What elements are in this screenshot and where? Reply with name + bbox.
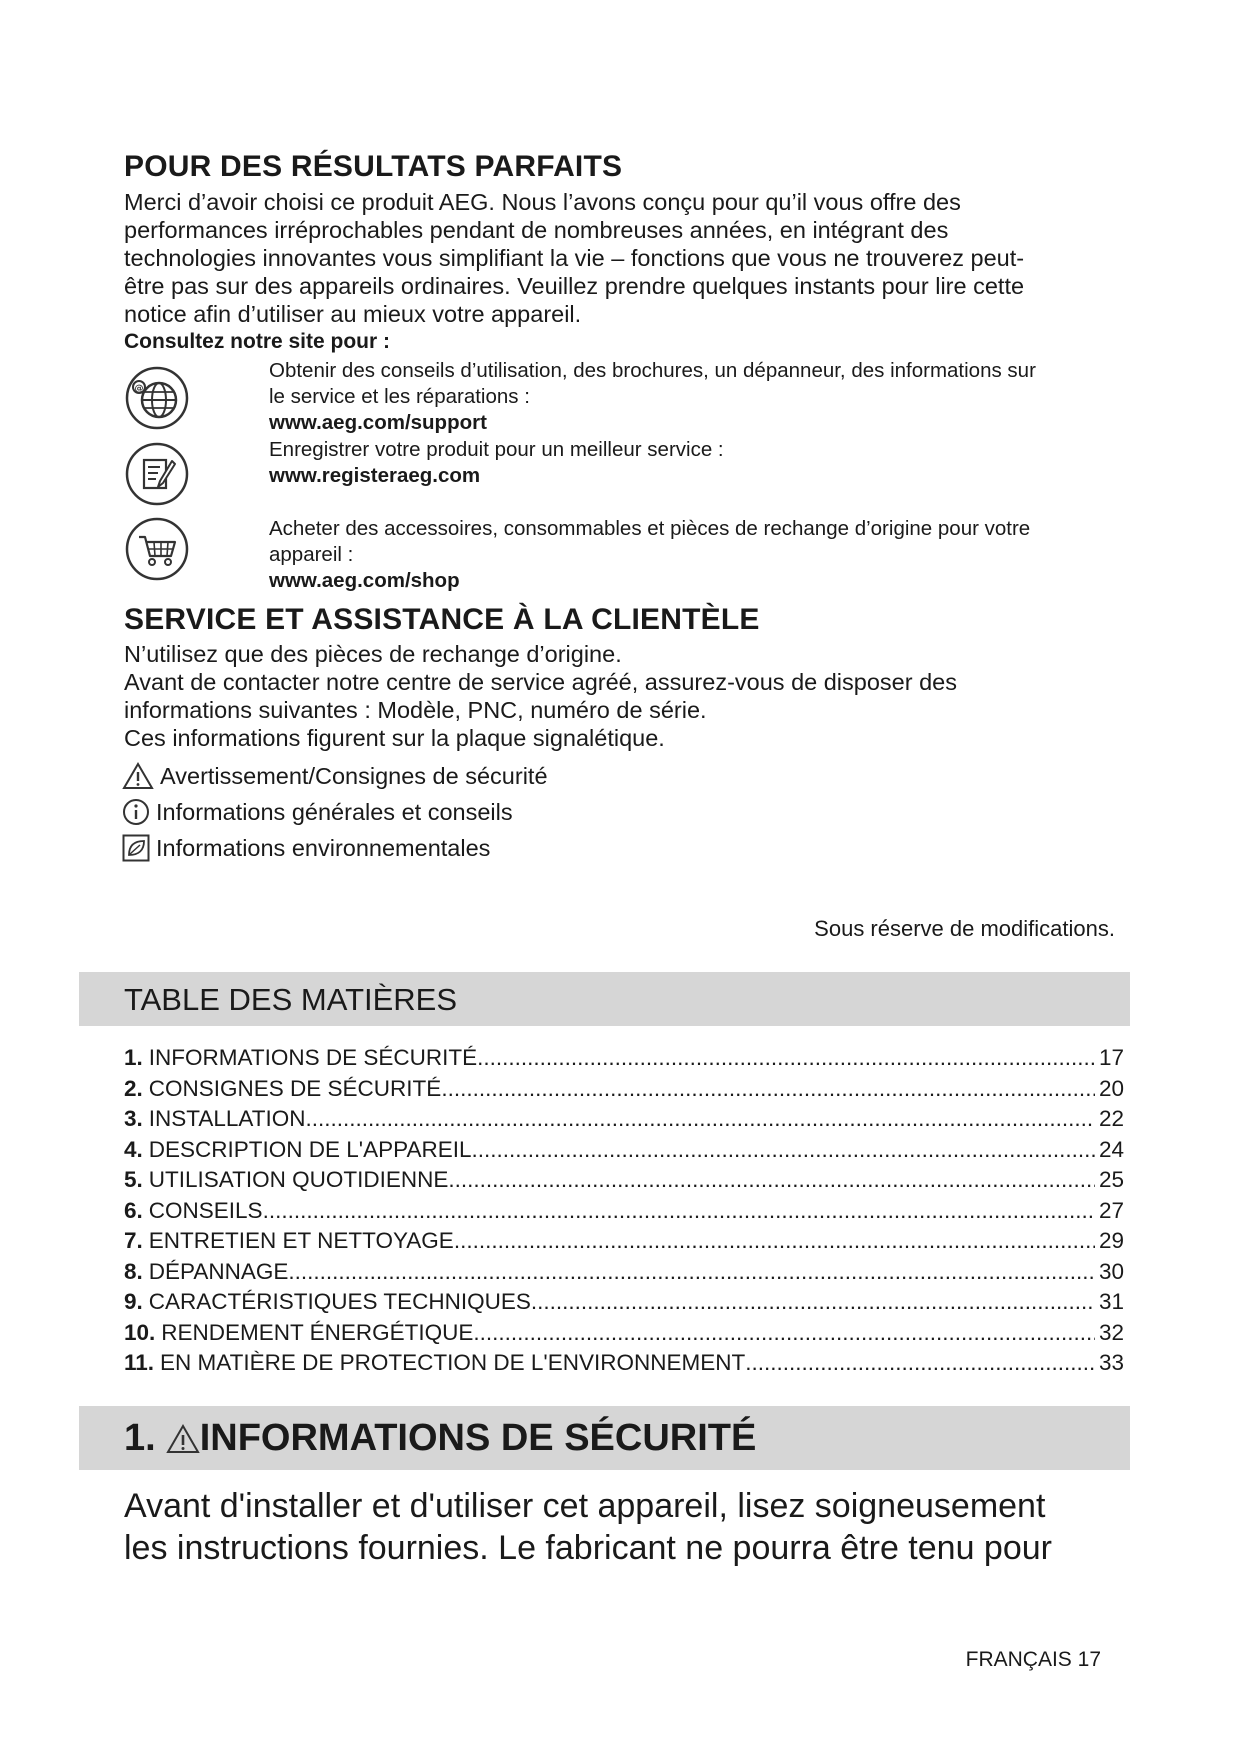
safety-intro-line: les instructions fournies. Le fabricant ne pourra être tenu pour (124, 1529, 1052, 1567)
site-support-row (124, 358, 1124, 438)
site-support-line: Obtenir des conseils d’utilisation, des brochures, un dépanneur, des informations sur (269, 359, 1036, 382)
warning-icon (166, 1424, 200, 1454)
toc-row[interactable] (124, 1318, 1124, 1349)
toc-dot-leader (471, 1135, 1094, 1166)
warning-icon (122, 762, 154, 790)
toc-number: 11. (124, 1350, 155, 1375)
site-support-text (269, 358, 1241, 436)
legend-environment-label: Informations environnementales (156, 835, 491, 861)
service-paragraph (124, 640, 1124, 752)
safety-header-bar (79, 1406, 1130, 1470)
service-line: informations suivantes : Modèle, PNC, numéro de série. (124, 697, 707, 723)
toc-number: 4. (124, 1136, 143, 1162)
toc-row[interactable] (124, 1257, 1124, 1288)
site-support-line: le service et les réparations : (269, 385, 530, 408)
toc-label: ENTRETIEN ET NETTOYAGE (148, 1228, 454, 1253)
legend-warning (122, 762, 548, 790)
toc-label: CARACTÉRISTIQUES TECHNIQUES (148, 1289, 531, 1314)
toc-dot-leader (531, 1287, 1095, 1318)
safety-heading (124, 1417, 756, 1460)
shop-link[interactable]: www.aeg.com/shop (269, 569, 460, 592)
results-paragraph (124, 188, 1124, 356)
toc-label: RENDEMENT ÉNERGÉTIQUE (161, 1319, 474, 1345)
modification-note: Sous réserve de modifications. (814, 916, 1115, 941)
register-link[interactable]: www.registeraeg.com (269, 464, 481, 487)
toc-number: 1. (124, 1045, 143, 1070)
toc-dot-leader (473, 1318, 1095, 1349)
toc-page: 24 (1098, 1136, 1124, 1162)
toc-number: 5. (124, 1167, 143, 1192)
toc-row[interactable] (124, 1196, 1124, 1227)
register-icon (124, 441, 190, 507)
toc-page: 32 (1098, 1319, 1124, 1345)
site-shop-row (124, 512, 1124, 592)
toc-header-bar (79, 972, 1130, 1026)
toc-row[interactable] (124, 1348, 1124, 1379)
legend-environment (122, 834, 490, 862)
info-icon (122, 798, 150, 826)
toc-row[interactable] (124, 1287, 1124, 1318)
legend-warning-label: Avertissement/Consignes de sécurité (160, 763, 548, 789)
toc-dot-leader (288, 1257, 1095, 1288)
safety-number: 1. (124, 1417, 156, 1459)
consult-label: Consultez notre site pour : (124, 330, 391, 353)
toc-dot-leader (454, 1226, 1095, 1257)
page-footer: FRANÇAIS 17 (965, 1648, 1101, 1671)
service-line: Ces informations figurent sur la plaque signalétique. (124, 725, 665, 751)
toc-label: EN MATIÈRE DE PROTECTION DE L'ENVIRONNEMENT (160, 1350, 746, 1375)
toc-page: 22 (1098, 1106, 1124, 1131)
toc-row[interactable] (124, 1165, 1124, 1196)
toc-dot-leader (305, 1104, 1095, 1135)
leaf-icon (122, 834, 150, 862)
toc-label: DESCRIPTION DE L'APPAREIL (148, 1136, 472, 1162)
toc-page: 17 (1098, 1045, 1124, 1070)
support-link[interactable]: www.aeg.com/support (269, 411, 487, 434)
toc-label: DÉPANNAGE (148, 1258, 289, 1284)
svg-text:@: @ (134, 384, 144, 394)
toc-page: 30 (1098, 1258, 1124, 1284)
toc-row[interactable] (124, 1226, 1124, 1257)
safety-title: INFORMATIONS DE SÉCURITÉ (199, 1417, 757, 1459)
shopping-cart-icon (124, 516, 190, 582)
toc-number: 2. (124, 1075, 143, 1101)
toc-dot-leader (263, 1196, 1095, 1227)
results-line: performances irréprochables pendant de nombreuses années, en intégrant des (124, 217, 949, 243)
results-line: technologies innovantes vous simplifiant la vie – fonctions que vous ne trouverez peut- (124, 245, 1025, 271)
toc-dot-leader (441, 1074, 1095, 1105)
toc-row[interactable] (124, 1043, 1124, 1074)
toc-row[interactable] (124, 1135, 1124, 1166)
legend-info (122, 798, 513, 826)
legend-info-label: Informations générales et conseils (156, 799, 513, 825)
site-register-line: Enregistrer votre produit pour un meilleur service : (269, 438, 724, 461)
toc-row[interactable] (124, 1074, 1124, 1105)
site-register-row (124, 437, 1124, 507)
toc-dot-leader (448, 1165, 1095, 1196)
toc-page: 33 (1098, 1350, 1124, 1375)
toc-label: INFORMATIONS DE SÉCURITÉ (148, 1045, 478, 1070)
toc-number: 10. (124, 1319, 156, 1345)
toc-number: 6. (124, 1197, 143, 1223)
toc-dot-leader (477, 1043, 1095, 1074)
results-line: Merci d’avoir choisi ce produit AEG. Nous l’avons conçu pour qu’il vous offre des (124, 189, 961, 215)
toc-page: 29 (1098, 1228, 1124, 1253)
site-shop-line: Acheter des accessoires, consommables et pièces de rechange d’origine pour votre (269, 517, 1031, 540)
toc-number: 8. (124, 1258, 143, 1284)
results-heading: POUR DES RÉSULTATS PARFAITS (124, 150, 623, 183)
service-line: Avant de contacter notre centre de service agréé, assurez-vous de disposer des (124, 669, 957, 695)
toc-label: CONSEILS (148, 1197, 263, 1223)
toc-page: 31 (1098, 1289, 1124, 1314)
globe-support-icon (124, 365, 190, 431)
toc-number: 3. (124, 1106, 143, 1131)
site-register-text (269, 437, 1241, 489)
toc-dot-leader (745, 1348, 1095, 1379)
safety-intro (124, 1485, 1154, 1569)
site-shop-text (269, 516, 1241, 594)
toc-number: 7. (124, 1228, 143, 1253)
toc-label: INSTALLATION (148, 1106, 306, 1131)
service-heading: SERVICE ET ASSISTANCE À LA CLIENTÈLE (124, 603, 760, 636)
toc-page: 20 (1098, 1075, 1124, 1101)
toc-page: 25 (1098, 1167, 1124, 1192)
results-line: être pas sur des appareils ordinaires. Veuillez prendre quelques instants pour lire cette (124, 273, 1025, 299)
toc-label: UTILISATION QUOTIDIENNE (148, 1167, 449, 1192)
toc-page: 27 (1098, 1197, 1124, 1223)
toc-label: CONSIGNES DE SÉCURITÉ (148, 1075, 442, 1101)
table-of-contents (124, 1043, 1124, 1379)
safety-intro-line: Avant d'installer et d'utiliser cet appareil, lisez soigneusement (124, 1487, 1046, 1525)
toc-title: TABLE DES MATIÈRES (124, 982, 458, 1017)
toc-row[interactable] (124, 1104, 1124, 1135)
service-line: N’utilisez que des pièces de rechange d’origine. (124, 641, 622, 667)
site-shop-line: appareil : (269, 543, 354, 566)
toc-number: 9. (124, 1289, 143, 1314)
results-line: notice afin d’utiliser au mieux votre appareil. (124, 301, 582, 327)
